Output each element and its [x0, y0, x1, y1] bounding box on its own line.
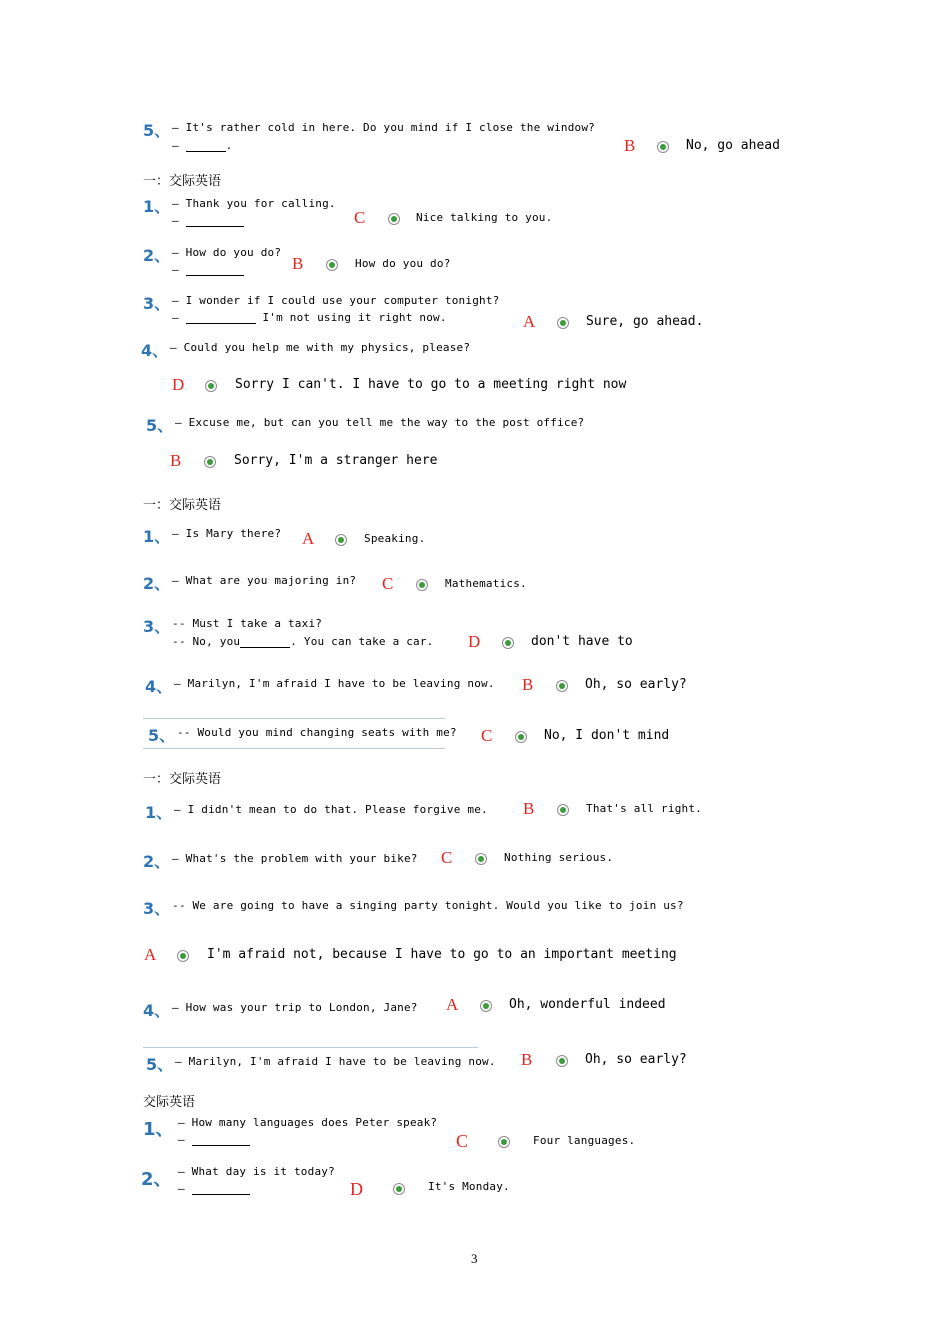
- answer-text: Sorry, I'm a stranger here: [234, 453, 438, 468]
- item-number: 3、: [143, 294, 171, 313]
- item-number: 4、: [141, 341, 169, 360]
- selected-radio-icon[interactable]: [204, 456, 216, 468]
- answer-letter: A: [144, 945, 157, 964]
- question-text: -- We are going to have a singing party tonight. Would you like to join us?: [172, 899, 684, 912]
- answer-letter: C: [354, 208, 366, 227]
- answer-blank-line: -- No, you . You can take a car.: [172, 635, 434, 648]
- answer-text: I'm afraid not, because I have to go to an important meeting: [207, 947, 677, 962]
- section-heading: 一：交际英语: [143, 174, 222, 189]
- item-number: 1、: [143, 197, 171, 216]
- question-text: -- Would you mind changing seats with me?: [177, 726, 457, 739]
- selected-radio-icon[interactable]: [556, 1055, 568, 1067]
- selected-radio-icon[interactable]: [416, 579, 428, 591]
- question-text: – Marilyn, I'm afraid I have to be leaving now.: [174, 677, 495, 690]
- answer-letter: D: [468, 632, 481, 651]
- section-heading: 交际英语: [143, 1095, 196, 1110]
- item-number: 5、: [146, 416, 174, 435]
- selected-radio-icon[interactable]: [515, 731, 527, 743]
- answer-text: Nice talking to you.: [416, 211, 553, 224]
- item-number: 2、: [141, 1169, 172, 1190]
- answer-text: No, I don't mind: [544, 728, 670, 743]
- page-number: 3: [471, 1251, 478, 1266]
- item-number: 1、: [143, 1119, 174, 1140]
- selected-radio-icon[interactable]: [557, 317, 569, 329]
- item-number: 1、: [145, 803, 173, 822]
- answer-text: Oh, so early?: [585, 1052, 687, 1067]
- selected-radio-icon[interactable]: [556, 680, 568, 692]
- item-number: 5、: [143, 121, 171, 140]
- answer-blank-line: –: [172, 263, 244, 276]
- divider-line: [143, 718, 445, 719]
- item-number: 1、: [143, 527, 171, 546]
- answer-letter: A: [523, 312, 536, 331]
- answer-text: Oh, so early?: [585, 677, 687, 692]
- selected-radio-icon[interactable]: [557, 804, 569, 816]
- answer-blank-line: – I'm not using it right now.: [172, 311, 447, 324]
- answer-text: Nothing serious.: [504, 851, 614, 864]
- item-number: 2、: [143, 574, 171, 593]
- answer-letter: C: [382, 574, 394, 593]
- question-text: – What day is it today?: [178, 1165, 335, 1178]
- answer-blank-line: –: [172, 214, 244, 227]
- answer-text: That's all right.: [586, 802, 702, 815]
- section-heading: 一：交际英语: [143, 498, 222, 513]
- selected-radio-icon[interactable]: [335, 534, 347, 546]
- answer-text: No, go ahead: [686, 138, 780, 153]
- question-text: – How do you do?: [172, 246, 282, 259]
- answer-letter: A: [302, 529, 315, 548]
- selected-radio-icon[interactable]: [326, 259, 338, 271]
- question-text: – I didn't mean to do that. Please forgive me.: [174, 803, 488, 816]
- question-text: – How many languages does Peter speak?: [178, 1116, 438, 1129]
- selected-radio-icon[interactable]: [657, 141, 669, 153]
- answer-text: Four languages.: [533, 1134, 636, 1147]
- selected-radio-icon[interactable]: [480, 1000, 492, 1012]
- question-text: – Is Mary there?: [172, 527, 282, 540]
- answer-letter: B: [521, 1050, 533, 1069]
- section-heading: 一：交际英语: [143, 772, 222, 787]
- answer-text: It's Monday.: [428, 1180, 510, 1193]
- divider-line: [143, 748, 445, 749]
- answer-text: Mathematics.: [445, 577, 527, 590]
- answer-letter: B: [624, 136, 636, 155]
- item-number: 5、: [148, 726, 176, 745]
- answer-blank-line: –: [178, 1133, 250, 1146]
- selected-radio-icon[interactable]: [393, 1183, 405, 1195]
- question-text: – Thank you for calling.: [172, 197, 336, 210]
- answer-letter: B: [292, 254, 304, 273]
- selected-radio-icon[interactable]: [502, 637, 514, 649]
- answer-letter: B: [522, 675, 534, 694]
- selected-radio-icon[interactable]: [475, 853, 487, 865]
- question-text: – What's the problem with your bike?: [172, 852, 418, 865]
- answer-letter: A: [446, 995, 459, 1014]
- answer-letter: D: [350, 1179, 363, 1199]
- question-text: -- Must I take a taxi?: [172, 617, 323, 630]
- answer-letter: D: [172, 375, 185, 394]
- selected-radio-icon[interactable]: [388, 213, 400, 225]
- question-text: – Marilyn, I'm afraid I have to be leaving now.: [175, 1055, 496, 1068]
- answer-text: Oh, wonderful indeed: [509, 997, 666, 1012]
- answer-text: Speaking.: [364, 532, 426, 545]
- question-text: – What are you majoring in?: [172, 574, 357, 587]
- answer-letter: B: [523, 799, 535, 818]
- item-number: 4、: [143, 1001, 171, 1020]
- answer-letter: C: [481, 726, 493, 745]
- question-text: – It's rather cold in here. Do you mind if I close the window?: [172, 121, 595, 134]
- item-number: 2、: [143, 852, 171, 871]
- question-text: – How was your trip to London, Jane?: [172, 1001, 418, 1014]
- item-number: 5、: [146, 1055, 174, 1074]
- answer-text: Sure, go ahead.: [586, 314, 704, 329]
- answer-blank-line: –: [178, 1182, 250, 1195]
- item-number: 4、: [145, 677, 173, 696]
- item-number: 3、: [143, 899, 171, 918]
- answer-letter: B: [170, 451, 182, 470]
- question-text: – Excuse me, but can you tell me the way to the post office?: [175, 416, 585, 429]
- selected-radio-icon[interactable]: [205, 380, 217, 392]
- selected-radio-icon[interactable]: [498, 1136, 510, 1148]
- question-text: – Could you help me with my physics, please?: [170, 341, 471, 354]
- answer-text: How do you do?: [355, 257, 451, 270]
- answer-text: don't have to: [531, 634, 633, 649]
- selected-radio-icon[interactable]: [177, 950, 189, 962]
- answer-letter: C: [441, 848, 453, 867]
- answer-text: Sorry I can't. I have to go to a meeting right now: [235, 377, 627, 392]
- answer-letter: C: [456, 1131, 469, 1151]
- question-text: – I wonder if I could use your computer tonight?: [172, 294, 500, 307]
- divider-line: [143, 1047, 478, 1048]
- answer-blank-line: – .: [172, 139, 233, 152]
- item-number: 3、: [143, 617, 171, 636]
- item-number: 2、: [143, 246, 171, 265]
